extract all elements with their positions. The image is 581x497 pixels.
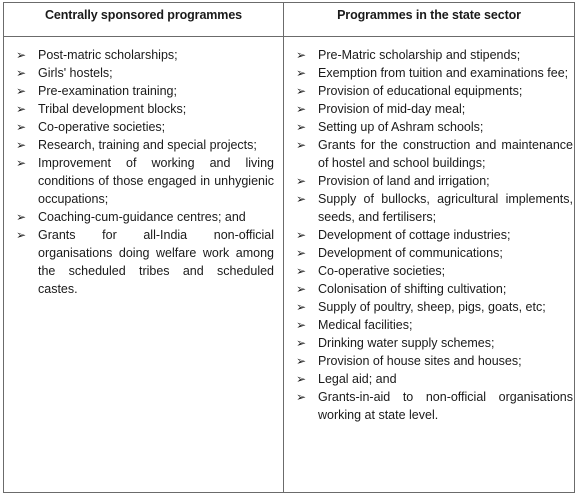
arrow-bullet-icon: ➢ <box>296 228 307 242</box>
list-item <box>12 46 274 64</box>
list-item <box>292 100 573 118</box>
arrow-bullet-icon: ➢ <box>296 264 307 278</box>
state-sector-header: Programmes in the state sector <box>284 3 574 37</box>
list-item <box>12 226 274 298</box>
list-item-text: Pre-Matric scholarship and stipends; <box>318 48 521 62</box>
list-item-text: Grants for the construction and maintenance of hostel and school buildings; <box>318 138 573 170</box>
arrow-bullet-icon: ➢ <box>296 372 307 386</box>
list-item <box>292 280 573 298</box>
centrally-sponsored-column <box>4 3 284 492</box>
list-item <box>292 172 573 190</box>
arrow-bullet-icon: ➢ <box>296 318 307 332</box>
list-item-text: Tribal development blocks; <box>38 102 187 116</box>
arrow-bullet-icon: ➢ <box>296 336 307 350</box>
arrow-bullet-icon: ➢ <box>296 48 307 62</box>
list-item-text: Post-matric scholarships; <box>38 48 178 62</box>
list-item <box>12 64 274 82</box>
arrow-bullet-icon: ➢ <box>296 282 307 296</box>
list-item <box>292 82 573 100</box>
list-item <box>292 46 573 64</box>
arrow-bullet-icon: ➢ <box>16 66 27 80</box>
arrow-bullet-icon: ➢ <box>16 120 27 134</box>
list-item-text: Grants for all-India non-official organisations doing welfare work among the scheduled tribes and scheduled castes. <box>38 228 274 296</box>
arrow-bullet-icon: ➢ <box>296 300 307 314</box>
arrow-bullet-icon: ➢ <box>296 390 307 404</box>
list-item <box>292 244 573 262</box>
list-item-text: Exemption from tuition and examinations fee; <box>318 66 569 80</box>
arrow-bullet-icon: ➢ <box>16 102 27 116</box>
list-item-text: Colonisation of shifting cultivation; <box>318 282 507 296</box>
list-item <box>292 226 573 244</box>
centrally-sponsored-header: Centrally sponsored programmes <box>4 3 283 37</box>
list-item-text: Setting up of Ashram schools; <box>318 120 484 134</box>
arrow-bullet-icon: ➢ <box>16 138 27 152</box>
list-item <box>292 190 573 226</box>
programmes-table <box>3 2 575 493</box>
arrow-bullet-icon: ➢ <box>296 192 307 206</box>
list-item <box>292 262 573 280</box>
list-item <box>292 334 573 352</box>
list-item-text: Medical facilities; <box>318 318 413 332</box>
list-item <box>12 118 274 136</box>
list-item <box>12 136 274 154</box>
list-item-text: Provision of educational equipments; <box>318 84 523 98</box>
list-item <box>12 154 274 208</box>
list-item-text: Co-operative societies; <box>38 120 166 134</box>
list-item-text: Supply of bullocks, agricultural implements, seeds, and fertilisers; <box>318 192 573 224</box>
arrow-bullet-icon: ➢ <box>296 66 307 80</box>
list-item <box>292 136 573 172</box>
list-item-text: Drinking water supply schemes; <box>318 336 495 350</box>
list-item <box>292 316 573 334</box>
list-item <box>292 298 573 316</box>
list-item-text: Legal aid; and <box>318 372 397 386</box>
list-item-text: Pre-examination training; <box>38 84 177 98</box>
arrow-bullet-icon: ➢ <box>16 156 27 170</box>
list-item-text: Development of communications; <box>318 246 503 260</box>
list-item-text: Improvement of working and living conditions of those engaged in unhygienic occupations; <box>38 156 274 206</box>
arrow-bullet-icon: ➢ <box>296 120 307 134</box>
arrow-bullet-icon: ➢ <box>296 174 307 188</box>
list-item <box>292 370 573 388</box>
list-item <box>12 208 274 226</box>
list-item <box>12 100 274 118</box>
arrow-bullet-icon: ➢ <box>16 228 27 242</box>
arrow-bullet-icon: ➢ <box>16 84 27 98</box>
list-item <box>292 64 573 82</box>
list-item <box>292 352 573 370</box>
arrow-bullet-icon: ➢ <box>16 210 27 224</box>
arrow-bullet-icon: ➢ <box>16 48 27 62</box>
list-item <box>12 82 274 100</box>
arrow-bullet-icon: ➢ <box>296 84 307 98</box>
list-item-text: Provision of mid-day meal; <box>318 102 466 116</box>
list-item-text: Grants-in-aid to non-official organisations working at state level. <box>318 390 573 422</box>
list-item-text: Provision of land and irrigation; <box>318 174 490 188</box>
centrally-sponsored-list <box>12 46 274 298</box>
list-item-text: Supply of poultry, sheep, pigs, goats, etc; <box>318 300 546 314</box>
arrow-bullet-icon: ➢ <box>296 138 307 152</box>
list-item <box>292 388 573 424</box>
arrow-bullet-icon: ➢ <box>296 102 307 116</box>
list-item-text: Co-operative societies; <box>318 264 446 278</box>
arrow-bullet-icon: ➢ <box>296 354 307 368</box>
arrow-bullet-icon: ➢ <box>296 246 307 260</box>
list-item-text: Girls' hostels; <box>38 66 113 80</box>
list-item-text: Coaching-cum-guidance centres; and <box>38 210 246 224</box>
state-sector-list <box>292 46 573 424</box>
list-item-text: Research, training and special projects; <box>38 138 257 152</box>
state-sector-column <box>284 3 574 492</box>
list-item-text: Development of cottage industries; <box>318 228 511 242</box>
list-item <box>292 118 573 136</box>
list-item-text: Provision of house sites and houses; <box>318 354 522 368</box>
